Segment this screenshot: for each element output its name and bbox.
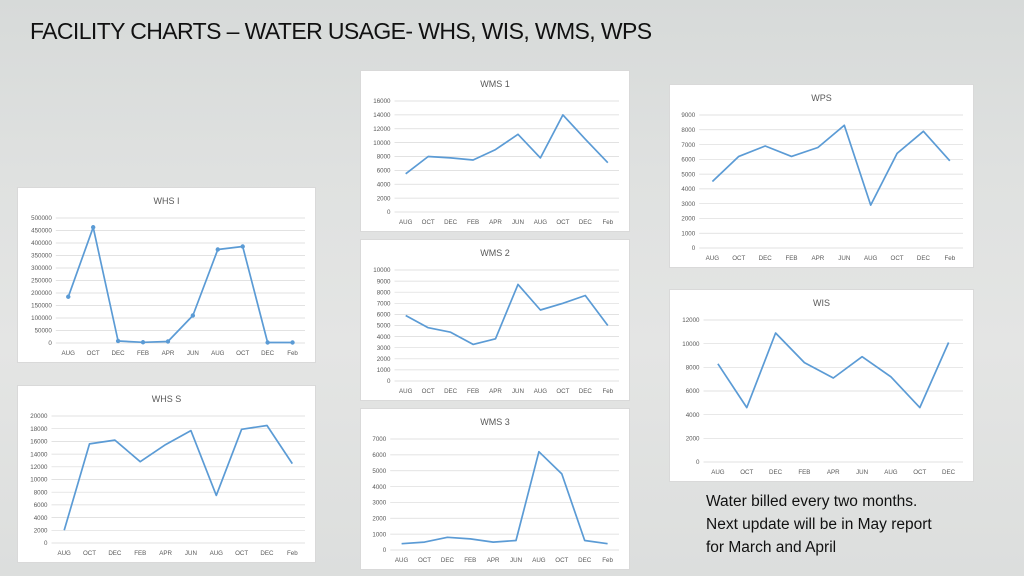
wps-x-tick-label: JUN [838,255,851,262]
wms-1-y-tick-label: 8000 [376,153,391,161]
whs-i-y-tick-label: 50000 [34,327,52,335]
wms-1-x-tick-label: OCT [421,219,435,226]
wms-1-series-line [406,115,608,174]
chart-whs-s [17,385,316,563]
wms-3-y-tick-label: 6000 [372,452,387,460]
wms-3-title: WMS 3 [480,417,510,427]
wps-y-tick-label: 1000 [681,230,696,238]
billing-note [706,490,1006,559]
slide-title: FACILITY CHARTS – WATER USAGE- WHS, WIS, WMS, WPS [30,18,652,44]
wms-1-y-tick-label: 16000 [373,98,391,106]
whs-i-x-tick-label: OCT [86,350,100,357]
whs-i-y-tick-label: 100000 [31,315,52,323]
wms-3-x-tick-label: AUG [532,557,546,564]
wms-3-x-tick-label: DEC [578,557,592,564]
whs-i-svg [18,188,315,362]
whs-s-x-tick-label: Feb [286,550,298,557]
wps-x-tick-label: DEC [916,255,930,262]
wis-x-tick-label: JUN [856,469,869,476]
wms-1-x-tick-label: JUN [511,219,524,226]
whs-i-y-tick-label: 300000 [31,265,52,273]
whs-s-y-tick-label: 16000 [30,438,48,446]
wms-2-y-tick-label: 1000 [376,367,391,375]
wps-y-tick-label: 8000 [681,126,696,134]
wms-3-x-tick-label: OCT [555,557,569,564]
whs-s-svg [18,386,315,562]
wis-y-tick-label: 6000 [685,388,700,396]
wms-2-x-tick-label: AUG [399,388,413,395]
wms-1-x-tick-label: Feb [602,219,614,226]
wms-3-svg [361,409,629,569]
wps-x-tick-label: AUG [863,255,878,262]
wms-2-y-tick-label: 7000 [376,300,391,308]
whs-i-x-tick-label: JUN [186,350,199,357]
wms-2-x-tick-label: AUG [533,388,548,395]
whs-s-y-tick-label: 20000 [30,413,48,421]
wms-1-y-tick-label: 12000 [373,125,391,133]
chart-wps [669,84,974,268]
whs-s-x-tick-label: JUN [184,550,197,557]
chart-whs-i [17,187,316,363]
wps-y-tick-label: 9000 [681,112,696,120]
wis-title: WIS [813,298,830,308]
wis-x-tick-label: FEB [798,469,811,476]
whs-s-y-tick-label: 4000 [33,514,48,522]
wms-2-x-tick-label: FEB [467,388,480,395]
billing-note-line-2: Next update will be in May report [706,516,932,533]
whs-i-series-line [68,227,292,342]
wms-2-x-tick-label: DEC [578,388,592,395]
whs-i-title: WHS I [153,196,180,206]
whs-s-x-tick-label: FEB [134,550,147,557]
wms-1-x-tick-label: DEC [578,219,592,226]
whs-s-y-tick-label: 12000 [30,464,48,471]
wms-3-y-tick-label: 4000 [372,483,387,491]
whs-i-x-tick-label: DEC [111,350,125,357]
wms-2-svg [361,240,629,400]
whs-i-y-tick-label: 350000 [31,252,52,260]
wms-2-y-tick-label: 5000 [376,322,391,330]
wps-y-tick-label: 6000 [681,156,696,164]
wps-title: WPS [811,93,832,103]
wps-x-tick-label: OCT [890,255,904,262]
wms-1-y-tick-label: 0 [387,209,391,217]
wps-y-tick-label: 5000 [681,171,696,179]
wis-x-tick-label: DEC [769,469,783,476]
wms-1-x-tick-label: AUG [533,219,548,226]
whs-i-data-point [116,339,120,343]
wps-y-tick-label: 0 [691,245,696,253]
whs-s-x-tick-label: AUG [209,550,223,557]
whs-s-y-tick-label: 2000 [33,527,48,535]
wms-2-x-tick-label: APR [489,388,502,395]
billing-note-line-3: for March and April [706,539,837,556]
wms-3-x-tick-label: JUN [510,557,523,564]
wms-3-y-tick-label: 7000 [372,436,387,444]
chart-wis [669,289,974,482]
whs-i-y-tick-label: 500000 [31,215,52,223]
wps-y-tick-label: 2000 [681,215,696,223]
wms-1-svg [361,71,629,231]
wms-3-x-tick-label: OCT [417,557,432,564]
whs-s-x-tick-label: OCT [82,550,97,557]
whs-s-x-tick-label: AUG [57,550,71,557]
whs-i-y-tick-label: 0 [48,340,52,348]
whs-i-x-tick-label: AUG [211,350,225,357]
whs-s-y-tick-label: 18000 [30,425,48,433]
whs-i-y-tick-label: 150000 [31,302,52,310]
wis-svg [670,290,973,481]
whs-i-x-tick-label: OCT [236,350,250,357]
whs-s-y-tick-label: 8000 [33,489,48,497]
wis-x-tick-label: OCT [913,469,927,476]
wis-series-line [718,333,949,408]
wms-2-y-tick-label: 10000 [373,267,391,275]
wms-1-x-tick-label: OCT [556,219,570,226]
whs-i-data-point [91,225,95,229]
wms-1-y-tick-label: 4000 [376,181,391,189]
wms-2-x-tick-label: OCT [556,388,570,395]
wms-2-y-tick-label: 8000 [376,289,391,297]
wms-3-y-tick-label: 2000 [372,515,387,523]
wps-x-tick-label: DEC [758,255,772,262]
whs-i-y-tick-label: 200000 [31,290,52,298]
whs-s-x-tick-label: DEC [260,550,274,557]
whs-s-y-tick-label: 10000 [30,476,48,484]
whs-s-y-tick-label: 0 [44,540,48,548]
whs-i-data-point [66,295,70,299]
wms-3-x-tick-label: APR [486,557,500,564]
wms-2-y-tick-label: 4000 [376,333,391,341]
whs-i-data-point [241,244,245,248]
wms-2-y-tick-label: 6000 [376,311,391,319]
wms-3-y-tick-label: 0 [382,547,387,555]
whs-s-title: WHS S [151,394,182,404]
wms-3-x-tick-label: DEC [440,557,454,564]
chart-wms-2 [360,239,630,401]
whs-i-x-tick-label: DEC [261,350,275,357]
wis-x-tick-label: AUG [884,469,898,476]
wps-series-line [712,125,949,205]
wps-x-tick-label: FEB [785,255,798,262]
wps-x-tick-label: APR [811,255,825,262]
wis-x-tick-label: AUG [711,469,725,476]
wms-1-x-tick-label: APR [489,219,502,226]
wis-x-tick-label: APR [826,469,840,476]
billing-note-line-1: Water billed every two months. [706,493,918,510]
whs-i-data-point [290,340,294,344]
wps-x-tick-label: OCT [732,255,746,262]
wms-1-y-tick-label: 14000 [373,112,391,120]
wms-1-x-tick-label: DEC [444,219,458,226]
wps-x-tick-label: AUG [705,255,720,262]
whs-s-x-tick-label: DEC [108,550,122,557]
wis-y-tick-label: 12000 [682,317,700,325]
wps-x-tick-label: Feb [944,255,956,262]
whs-s-x-tick-label: OCT [235,550,249,557]
wms-2-x-tick-label: OCT [421,388,435,395]
whs-s-y-tick-label: 6000 [33,502,48,510]
whs-i-x-tick-label: FEB [136,350,150,357]
wps-svg [670,85,973,267]
wms-1-x-tick-label: AUG [399,219,413,226]
wms-1-y-tick-label: 10000 [373,139,391,147]
wms-2-y-tick-label: 3000 [376,344,391,352]
wms-3-series-line [402,452,608,544]
whs-i-data-point [191,313,195,317]
wms-2-x-tick-label: DEC [444,388,458,395]
wms-2-y-tick-label: 2000 [376,356,391,363]
wis-y-tick-label: 0 [696,459,700,467]
wms-1-y-tick-label: 2000 [376,195,391,203]
wms-1-x-tick-label: FEB [467,219,480,226]
wps-y-tick-label: 4000 [681,186,696,194]
wms-3-y-tick-label: 1000 [372,531,387,539]
wms-2-y-tick-label: 0 [387,378,391,386]
wis-y-tick-label: 10000 [682,340,700,348]
wis-x-tick-label: OCT [740,469,754,476]
whs-s-x-tick-label: APR [159,550,172,557]
wis-y-tick-label: 8000 [685,364,700,372]
whs-i-x-tick-label: APR [161,350,175,357]
whs-i-data-point [166,339,170,343]
wms-3-x-tick-label: Feb [602,557,613,564]
whs-i-y-tick-label: 250000 [31,277,52,285]
whs-i-y-tick-label: 400000 [31,240,52,248]
wps-y-tick-label: 3000 [681,200,696,208]
wms-2-x-tick-label: JUN [511,388,524,395]
wis-y-tick-label: 4000 [685,411,700,419]
wps-y-tick-label: 7000 [681,141,696,149]
wms-1-title: WMS 1 [480,79,510,89]
wms-1-y-tick-label: 6000 [376,167,391,175]
wms-3-y-tick-label: 5000 [372,467,387,475]
chart-wms-1 [360,70,630,232]
wis-y-tick-label: 2000 [685,435,700,443]
whs-i-x-tick-label: Feb [287,350,298,357]
wms-2-y-tick-label: 9000 [376,278,391,286]
whs-i-y-tick-label: 450000 [31,227,52,235]
whs-i-data-point [265,340,269,344]
wms-3-y-tick-label: 3000 [372,499,387,507]
whs-i-x-tick-label: AUG [61,350,75,357]
wms-2-title: WMS 2 [480,248,510,258]
whs-i-data-point [216,247,220,251]
wms-2-x-tick-label: Feb [602,388,614,395]
wis-x-tick-label: DEC [942,469,956,476]
wms-3-x-tick-label: FEB [464,557,477,564]
wms-3-x-tick-label: AUG [394,557,409,564]
whs-i-data-point [141,340,145,344]
chart-wms-3 [360,408,630,570]
whs-s-y-tick-label: 14000 [30,451,48,459]
